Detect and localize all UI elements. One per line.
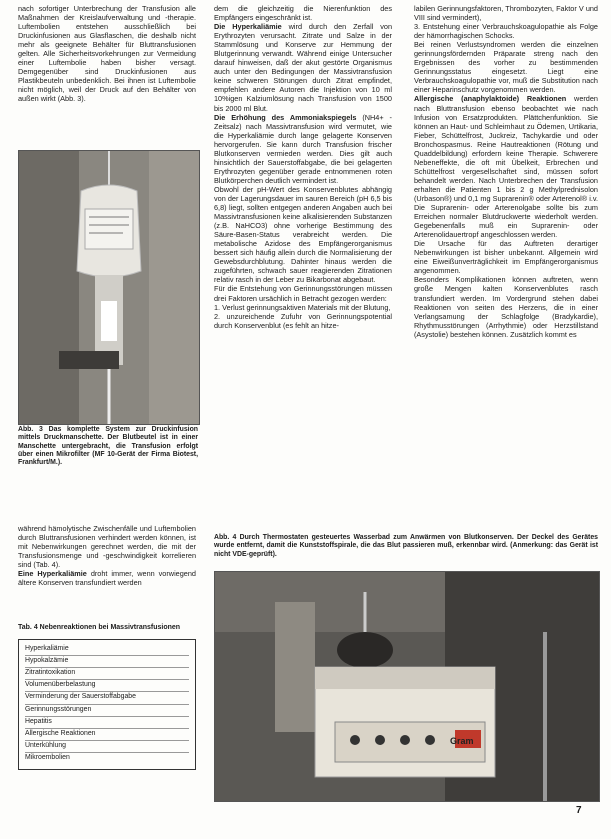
col2-text-3: (NH4+ - Zeitsalz) nach Massivtransfusion wird vermutet, wie die Hyperkaliämie durch lange gelagerte Konserven hervorgerufen. Sie kann durch Transfusion frischer Blutkonserven vermieden werden. Dies gilt auch hinsichtlich der Sauerstoffabgabe, die bei gelagerten Erythrozyten gegenüber gerade entnommenen roten Blutkörperchen deutlich vermindert ist. [214, 112, 392, 185]
figure-3-image [19, 151, 199, 424]
col3-paragraph-1: labilen Gerinnungsfaktoren, Thrombozyten, Faktor V und VIII sind vermindert), [414, 4, 598, 23]
table-row: Hypokalzämie [25, 656, 189, 668]
figure-3-photo [18, 150, 200, 425]
table-row: Zitratintoxikation [25, 668, 189, 680]
col3-paragraph-3 [414, 94, 598, 239]
col2-paragraph-4: Obwohl der pH-Wert des Konservenblutes abhängig von der Lagerungsdauer im sauren Bereich (pH 6,5 bis 6,8) liegt, sollten entgegen anderen Angaben auch bei Massivtransfusionen keine alkalisierenden Substanzen (z.B. NaHCO3) ohne vorherige Bestimmung des Säure-Basen-Status verabreicht werden. Die metabolische Azidose des Empfängerorganismus bessert sich häufig allein durch die Normalisierung der Gewebsdurchblutung. Dahinter hinaus werden die zugeführten, schwach sauer reagierenden Zitrationen relativ rasch in der Leber zu Bikarbonat abgebaut. [214, 184, 392, 285]
table-row: Hyperkaliämie [25, 644, 189, 656]
col3-label-3: Allergische (anaphylaktoide) Reaktionen [414, 94, 567, 104]
col2-paragraph-3 [214, 113, 392, 185]
column-1-bottom [18, 524, 196, 587]
table-4 [18, 624, 196, 770]
column-1-top [18, 4, 196, 104]
col2-label-3: Die Erhöhung des Ammoniakspiegels [214, 112, 357, 122]
col1-bottom-text: während hämolytische Zwischenfälle und Luftembolien durch Bluttransfusionen verhindert werden können, ist mit Nebenwirkungen gerechnet werden, die mit der Transfusionsmenge und -geschwindigkeit korrelieren sind (Tab. 4). [18, 524, 196, 570]
table-4-box [18, 639, 196, 770]
col2-paragraph-2 [214, 22, 392, 112]
col3-paragraph-2: Bei reinen Verlustsyndromen werden die einzelnen gerinnungsfördernden Präparate streng nach den Ergebnissen des vorher zu bestimmenden Gerinnungsstatus eingesetzt. Liegt eine Verbrauchskoagulopathie vor, muß die Substitution nach einer Heparinschutz vorgenommen werden. [414, 40, 598, 95]
table-row: Unterkühlung [25, 741, 189, 753]
device-brand-label: Gram [450, 736, 474, 746]
col1-bottom-paragraph [18, 524, 196, 569]
col1-top-paragraph: nach sofortiger Unterbrechung der Transfusion alle Maßnahmen der Kreislaufverwaltung und -therapie. Luftembolien entstehen ausschließlich bei Druckinfusionen aus Glasflaschen, die deshalb nicht mehr als geeignete Behälter für Bluttransfusionen gelten. Alle Sicherheitsvorkehrungen zur Vermeidung einer Luftembolie haben bisher versagt. Demgegenüber sind Druckinfusionen aus Plastikbeuteln unbedenklich. Bei ihnen ist Luftembolie nicht möglich, weil der Druck auf den Behälter von außen wirkt (Abb. 3). [18, 4, 196, 104]
col3-list-item-3: 3. Entstehung einer Verbrauchskoagulopathie als Folge der hämorrhagischen Schocks. [414, 22, 598, 41]
hyperkalemia-paragraph [18, 569, 196, 587]
col2-paragraph-5: Für die Entstehung von Gerinnungsstörungen müssen drei Faktoren ursächlich in Betracht gezogen werden: [214, 284, 392, 303]
col2-paragraph-1: dem die gleichzeitig die Nierenfunktion des Empfängers eingeschränkt ist. [214, 4, 392, 23]
table-row: Volumenüberbelastung [25, 680, 189, 692]
table-row: Allergische Reaktionen [25, 729, 189, 741]
page-number: 7 [576, 805, 582, 816]
col2-label-2: Die Hyperkaliämie [214, 22, 282, 32]
column-3 [414, 4, 598, 339]
col2-text-2: wird durch den Zerfall von Erythrozyten verursacht. Zitrate und Salze in der Stammlösung und Konserve zur Hemmung der Blutgerinnung verwandt. Während einige Untersucher darauf hinweisen, daß der akut gestörte Organismus auch unter den Bedingungen der Massivtransfusion keine schweren Störungen durch Zitrat empfindet, empfehlen andere Autoren die Injektion von 10 ml 10%igen Kalziumlösung nach Transfusion von 1500 bis 2000 ml Blut. [214, 22, 392, 113]
figure-4-caption: Abb. 4 Durch Thermostaten gesteuertes Wasserbad zum Anwärmen von Blutkonserven. Der Deckel des Gerätes wurde entfernt, damit die Kunststoffspirale, die das Blut passieren muß, erkennbar wird. (Anmerkung: das Gerät ist nicht VDE-geprüft). [214, 534, 598, 558]
table-row: Mikroembolien [25, 754, 70, 762]
table-row: Hepatitis [25, 717, 189, 729]
figure-4-image [215, 572, 599, 801]
figure-3-caption: Abb. 3 Das komplette System zur Druckinfusion mittels Druckmanschette. Der Blutbeutel ist in einer Manschette untergebracht, die Transfusion erfolgt über einen Mikrofilter (MF 10-Gerät der Firma Biotest, Frankfurt/M.). [18, 426, 198, 467]
hyperkalemia-text: droht immer, wenn vorwiegend ältere Konserven transfundiert werden [18, 569, 196, 588]
col3-paragraph-5: Besonders Komplikationen können auftreten, wenn große Mengen kalten Konservenblutes rasch transfundiert werden. Im Vordergrund stehen dabei Reaktionen von seiten des Herzens, die in einer Verlangsamung der Schlagfolge (Bradykardie), Rhythmusstörungen (Arrhythmie) oder Herzstillstand (Asystolie) bestehen können. Zusätzlich kommt es [414, 275, 598, 339]
col3-text-3: werden nach Bluttransfusion ebenso beobachtet wie nach Infusion von Ersatzprodukten. Plättchenfunktion. Sie können an Haut- und Schleimhaut zu Ödemen, Urtikaria, Fieber, Schüttelfrost, Juckreiz, Tachykardie und oder Bronchospasmus. Reine Hautreaktionen (Rötung und Quaddelbildung) erfordern keine Therapie. Schwerere Nebeneffekte, die oft mit Übelkeit, Erbrechen und Schüttelfrost vergesellschaftet sind, müssen sofort behandelt werden. Nach Unterbrechen der Transfusion erhalten die Patienten 1 bis 2 g Methylprednisolon (Urbason®) und 0,1 mg Suprarenin® oder Arterenol® i.v. Die Suprarenin- oder Arterenolgabe sollte bis zum Erreichen normaler Blutdruckwerte wiederholt werden. Gegebenenfalls muß ein Suprarenin- oder Arterenolidauertropf angeschlossen werden. [414, 94, 598, 240]
table-4-title: Tab. 4 Nebenreaktionen bei Massivtransfusionen [18, 624, 181, 631]
hyperkalemia-label: Eine Hyperkaliämie [18, 569, 87, 579]
col3-paragraph-4: Die Ursache für das Auftreten derartiger Nebenwirkungen ist bisher unbekannt. Allgemein wird eine Eiweißunverträglichkeit im Empfängerorganismus angenommen. [414, 239, 598, 276]
table-row: Verminderung der Sauerstoffabgabe [25, 692, 189, 704]
col2-list-item-1: 1. Verlust gerinnungsaktiven Materials mit der Blutung, [214, 302, 391, 312]
table-row: Gerinnungsstörungen [25, 705, 189, 717]
col2-list-item-2: 2. unzureichende Zufuhr von Gerinnungspotential durch Konservenblut (es fehlt an hitze- [214, 311, 392, 330]
column-2 [214, 4, 392, 330]
figure-4-photo [214, 571, 600, 802]
